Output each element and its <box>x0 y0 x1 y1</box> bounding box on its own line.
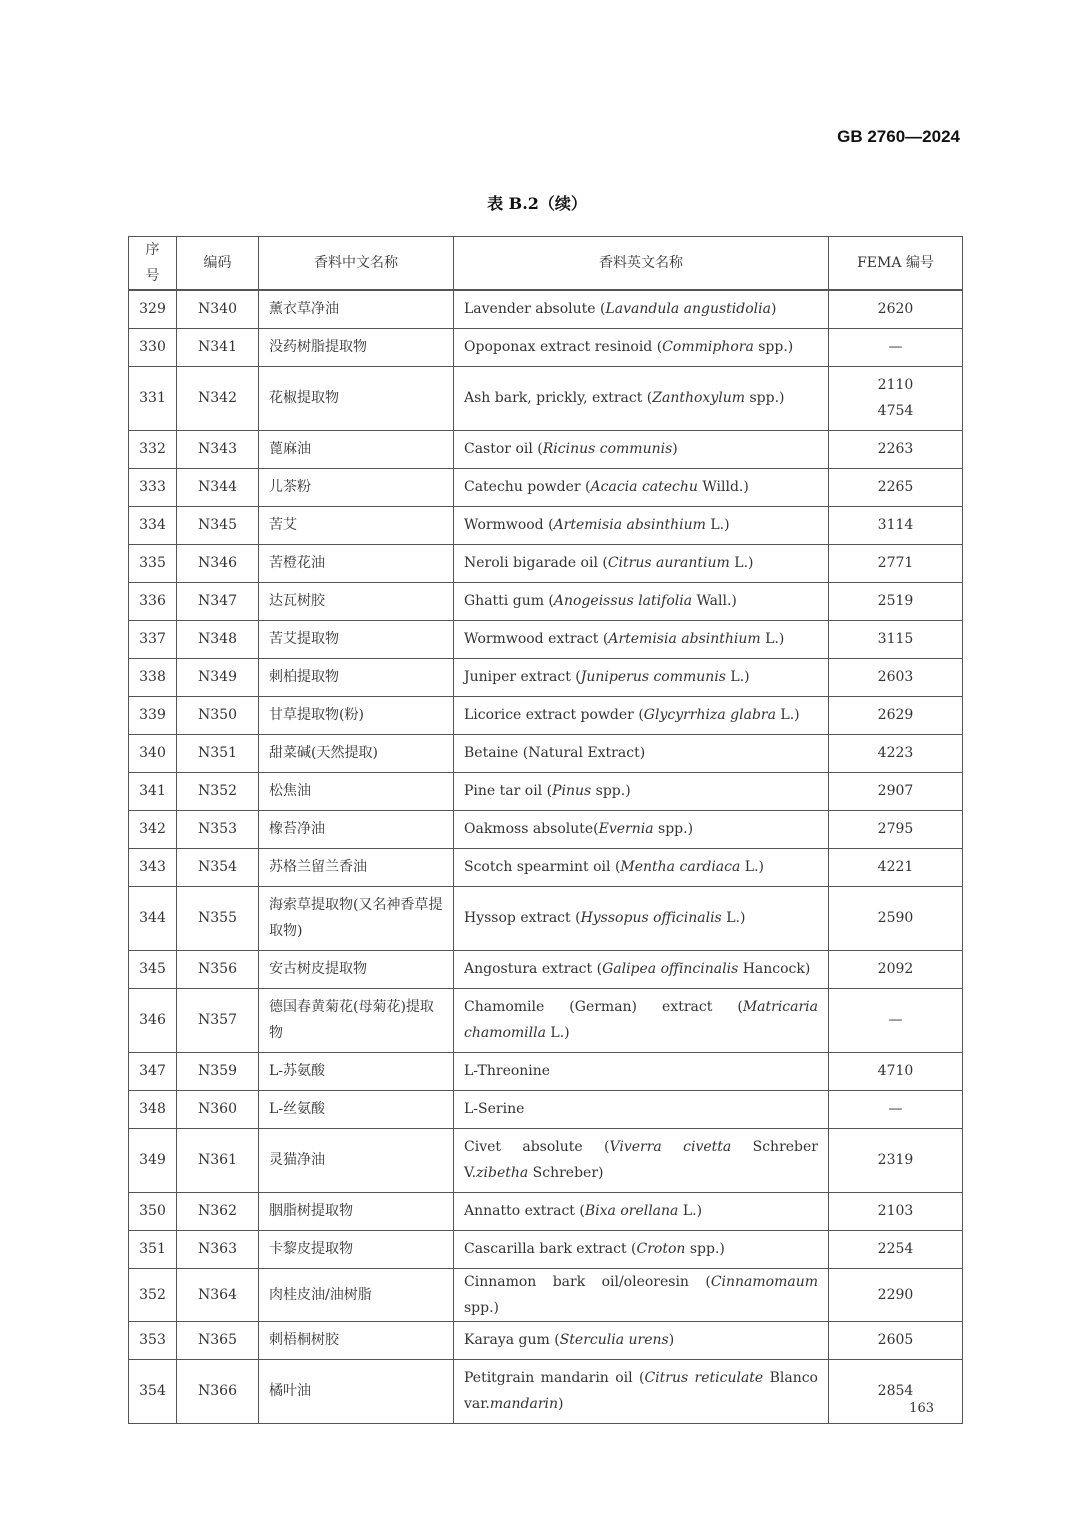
cell-fema-number: 2265 <box>829 468 963 506</box>
table-row <box>129 290 963 328</box>
cell-serial-no: 338 <box>129 658 177 696</box>
table-row <box>129 658 963 696</box>
cell-code: N342 <box>177 366 259 430</box>
page-number: 163 <box>909 1401 934 1416</box>
cell-fema-number: 2092 <box>829 950 963 988</box>
cell-en-name: Oakmoss absolute(Evernia spp.) <box>454 810 829 848</box>
table-title: 表 B.2（续） <box>487 194 587 213</box>
cell-cn-name: 德国春黄菊花(母菊花)提取物 <box>259 988 454 1052</box>
cell-code: N366 <box>177 1359 259 1423</box>
cell-fema-number: 2907 <box>829 772 963 810</box>
cell-fema-number: 2854 <box>829 1359 963 1423</box>
standard-code: GB 2760—2024 <box>837 127 960 146</box>
cell-fema-number: — <box>829 1090 963 1128</box>
cell-cn-name: 松焦油 <box>259 772 454 810</box>
cell-en-name: Ash bark, prickly, extract (Zanthoxylum spp.) <box>454 366 829 430</box>
cell-en-name: Wormwood (Artemisia absinthium L.) <box>454 506 829 544</box>
table-row <box>129 848 963 886</box>
cell-code: N351 <box>177 734 259 772</box>
table-row <box>129 1321 963 1359</box>
cell-fema-number: — <box>829 988 963 1052</box>
table-row <box>129 988 963 1052</box>
table-row <box>129 1128 963 1192</box>
cell-code: N340 <box>177 290 259 328</box>
cell-serial-no: 340 <box>129 734 177 772</box>
table-header-row <box>129 237 963 291</box>
cell-en-name: Karaya gum (Sterculia urens) <box>454 1321 829 1359</box>
table-row <box>129 620 963 658</box>
cell-cn-name: 苦艾 <box>259 506 454 544</box>
cell-en-name: Licorice extract powder (Glycyrrhiza glabra L.) <box>454 696 829 734</box>
cell-cn-name: 达瓦树胶 <box>259 582 454 620</box>
cell-fema-number: 2263 <box>829 430 963 468</box>
cell-code: N350 <box>177 696 259 734</box>
cell-en-name: Hyssop extract (Hyssopus officinalis L.) <box>454 886 829 950</box>
cell-fema-number: — <box>829 328 963 366</box>
cell-code: N346 <box>177 544 259 582</box>
cell-code: N343 <box>177 430 259 468</box>
cell-code: N361 <box>177 1128 259 1192</box>
cell-cn-name: L-丝氨酸 <box>259 1090 454 1128</box>
table-row <box>129 950 963 988</box>
cell-serial-no: 343 <box>129 848 177 886</box>
cell-cn-name: 灵猫净油 <box>259 1128 454 1192</box>
cell-en-name: Civet absolute (Viverra civetta Schreber V.zibetha Schreber) <box>454 1128 829 1192</box>
cell-cn-name: 花椒提取物 <box>259 366 454 430</box>
cell-serial-no: 354 <box>129 1359 177 1423</box>
table-row <box>129 810 963 848</box>
table-row <box>129 772 963 810</box>
cell-en-name: Scotch spearmint oil (Mentha cardiaca L.) <box>454 848 829 886</box>
cell-code: N344 <box>177 468 259 506</box>
table-row <box>129 468 963 506</box>
cell-serial-no: 341 <box>129 772 177 810</box>
cell-cn-name: 苦艾提取物 <box>259 620 454 658</box>
cell-code: N348 <box>177 620 259 658</box>
cell-serial-no: 344 <box>129 886 177 950</box>
table-row <box>129 886 963 950</box>
cell-cn-name: 薰衣草净油 <box>259 290 454 328</box>
cell-serial-no: 335 <box>129 544 177 582</box>
cell-fema-number: 2620 <box>829 290 963 328</box>
cell-fema-number: 2605 <box>829 1321 963 1359</box>
cell-fema-number: 2254 <box>829 1230 963 1268</box>
cell-fema-number: 2603 <box>829 658 963 696</box>
cell-cn-name: 卡黎皮提取物 <box>259 1230 454 1268</box>
cell-en-name: Juniper extract (Juniperus communis L.) <box>454 658 829 696</box>
cell-fema-number: 4223 <box>829 734 963 772</box>
cell-code: N345 <box>177 506 259 544</box>
cell-code: N357 <box>177 988 259 1052</box>
cell-en-name: Neroli bigarade oil (Citrus aurantium L.) <box>454 544 829 582</box>
cell-serial-no: 346 <box>129 988 177 1052</box>
cell-code: N352 <box>177 772 259 810</box>
column-header-fema: FEMA 编号 <box>829 237 963 291</box>
cell-en-name: Chamomile (German) extract (Matricaria chamomilla L.) <box>454 988 829 1052</box>
cell-serial-no: 351 <box>129 1230 177 1268</box>
cell-fema-number: 2103 <box>829 1192 963 1230</box>
cell-serial-no: 337 <box>129 620 177 658</box>
cell-cn-name: 甘草提取物(粉) <box>259 696 454 734</box>
table-body <box>129 290 963 1423</box>
cell-code: N355 <box>177 886 259 950</box>
cell-code: N365 <box>177 1321 259 1359</box>
column-header-code: 编码 <box>177 237 259 291</box>
cell-cn-name: 橘叶油 <box>259 1359 454 1423</box>
table-row <box>129 1268 963 1321</box>
cell-fema-number: 2795 <box>829 810 963 848</box>
cell-fema-number: 3114 <box>829 506 963 544</box>
cell-serial-no: 334 <box>129 506 177 544</box>
table-row <box>129 1192 963 1230</box>
table-row <box>129 734 963 772</box>
cell-fema-number: 3115 <box>829 620 963 658</box>
cell-cn-name: 安古树皮提取物 <box>259 950 454 988</box>
cell-cn-name: 橡苔净油 <box>259 810 454 848</box>
table-row <box>129 1230 963 1268</box>
cell-cn-name: 甜菜碱(天然提取) <box>259 734 454 772</box>
cell-serial-no: 330 <box>129 328 177 366</box>
cell-cn-name: 蓖麻油 <box>259 430 454 468</box>
cell-fema-number: 2771 <box>829 544 963 582</box>
cell-serial-no: 353 <box>129 1321 177 1359</box>
cell-en-name: Lavender absolute (Lavandula angustidolia) <box>454 290 829 328</box>
cell-cn-name: 刺柏提取物 <box>259 658 454 696</box>
cell-en-name: Castor oil (Ricinus communis) <box>454 430 829 468</box>
cell-code: N347 <box>177 582 259 620</box>
cell-en-name: Ghatti gum (Anogeissus latifolia Wall.) <box>454 582 829 620</box>
cell-code: N362 <box>177 1192 259 1230</box>
cell-en-name: L-Threonine <box>454 1052 829 1090</box>
cell-serial-no: 350 <box>129 1192 177 1230</box>
cell-cn-name: 苏格兰留兰香油 <box>259 848 454 886</box>
cell-fema-number: 2519 <box>829 582 963 620</box>
cell-code: N354 <box>177 848 259 886</box>
cell-code: N349 <box>177 658 259 696</box>
column-header-en-name: 香料英文名称 <box>454 237 829 291</box>
cell-code: N360 <box>177 1090 259 1128</box>
cell-serial-no: 348 <box>129 1090 177 1128</box>
cell-code: N356 <box>177 950 259 988</box>
table-row <box>129 430 963 468</box>
cell-cn-name: 苦橙花油 <box>259 544 454 582</box>
cell-serial-no: 345 <box>129 950 177 988</box>
cell-code: N353 <box>177 810 259 848</box>
cell-serial-no: 347 <box>129 1052 177 1090</box>
cell-cn-name: 胭脂树提取物 <box>259 1192 454 1230</box>
cell-cn-name: 海索草提取物(又名神香草提取物) <box>259 886 454 950</box>
cell-fema-number: 2319 <box>829 1128 963 1192</box>
cell-en-name: Pine tar oil (Pinus spp.) <box>454 772 829 810</box>
cell-serial-no: 336 <box>129 582 177 620</box>
cell-serial-no: 331 <box>129 366 177 430</box>
cell-en-name: Annatto extract (Bixa orellana L.) <box>454 1192 829 1230</box>
cell-fema-number: 2110 4754 <box>829 366 963 430</box>
table-row <box>129 544 963 582</box>
cell-cn-name: 肉桂皮油/油树脂 <box>259 1268 454 1321</box>
cell-en-name: Cascarilla bark extract (Croton spp.) <box>454 1230 829 1268</box>
cell-fema-number: 2290 <box>829 1268 963 1321</box>
table-row <box>129 328 963 366</box>
cell-cn-name: 儿茶粉 <box>259 468 454 506</box>
cell-en-name: L-Serine <box>454 1090 829 1128</box>
cell-cn-name: 没药树脂提取物 <box>259 328 454 366</box>
cell-serial-no: 339 <box>129 696 177 734</box>
cell-en-name: Catechu powder (Acacia catechu Willd.) <box>454 468 829 506</box>
cell-fema-number: 2590 <box>829 886 963 950</box>
cell-serial-no: 332 <box>129 430 177 468</box>
cell-en-name: Cinnamon bark oil/oleoresin (Cinnamomaum spp.) <box>454 1268 829 1321</box>
cell-en-name: Opoponax extract resinoid (Commiphora spp.) <box>454 328 829 366</box>
cell-serial-no: 329 <box>129 290 177 328</box>
cell-serial-no: 352 <box>129 1268 177 1321</box>
cell-fema-number: 4221 <box>829 848 963 886</box>
cell-serial-no: 342 <box>129 810 177 848</box>
cell-code: N341 <box>177 328 259 366</box>
cell-en-name: Angostura extract (Galipea offincinalis Hancock) <box>454 950 829 988</box>
cell-code: N364 <box>177 1268 259 1321</box>
table-row <box>129 582 963 620</box>
table-row <box>129 1052 963 1090</box>
table-row <box>129 366 963 430</box>
cell-fema-number: 4710 <box>829 1052 963 1090</box>
cell-code: N359 <box>177 1052 259 1090</box>
table-row <box>129 506 963 544</box>
table-row <box>129 696 963 734</box>
column-header-cn-name: 香料中文名称 <box>259 237 454 291</box>
cell-serial-no: 349 <box>129 1128 177 1192</box>
flavoring-table <box>128 236 963 1424</box>
table-row <box>129 1090 963 1128</box>
cell-cn-name: 刺梧桐树胶 <box>259 1321 454 1359</box>
cell-code: N363 <box>177 1230 259 1268</box>
cell-en-name: Petitgrain mandarin oil (Citrus reticulate Blanco var.mandarin) <box>454 1359 829 1423</box>
cell-fema-number: 2629 <box>829 696 963 734</box>
cell-serial-no: 333 <box>129 468 177 506</box>
cell-cn-name: L-苏氨酸 <box>259 1052 454 1090</box>
cell-en-name: Betaine (Natural Extract) <box>454 734 829 772</box>
cell-en-name: Wormwood extract (Artemisia absinthium L.) <box>454 620 829 658</box>
column-header-no: 序号 <box>129 237 177 291</box>
table-row <box>129 1359 963 1423</box>
